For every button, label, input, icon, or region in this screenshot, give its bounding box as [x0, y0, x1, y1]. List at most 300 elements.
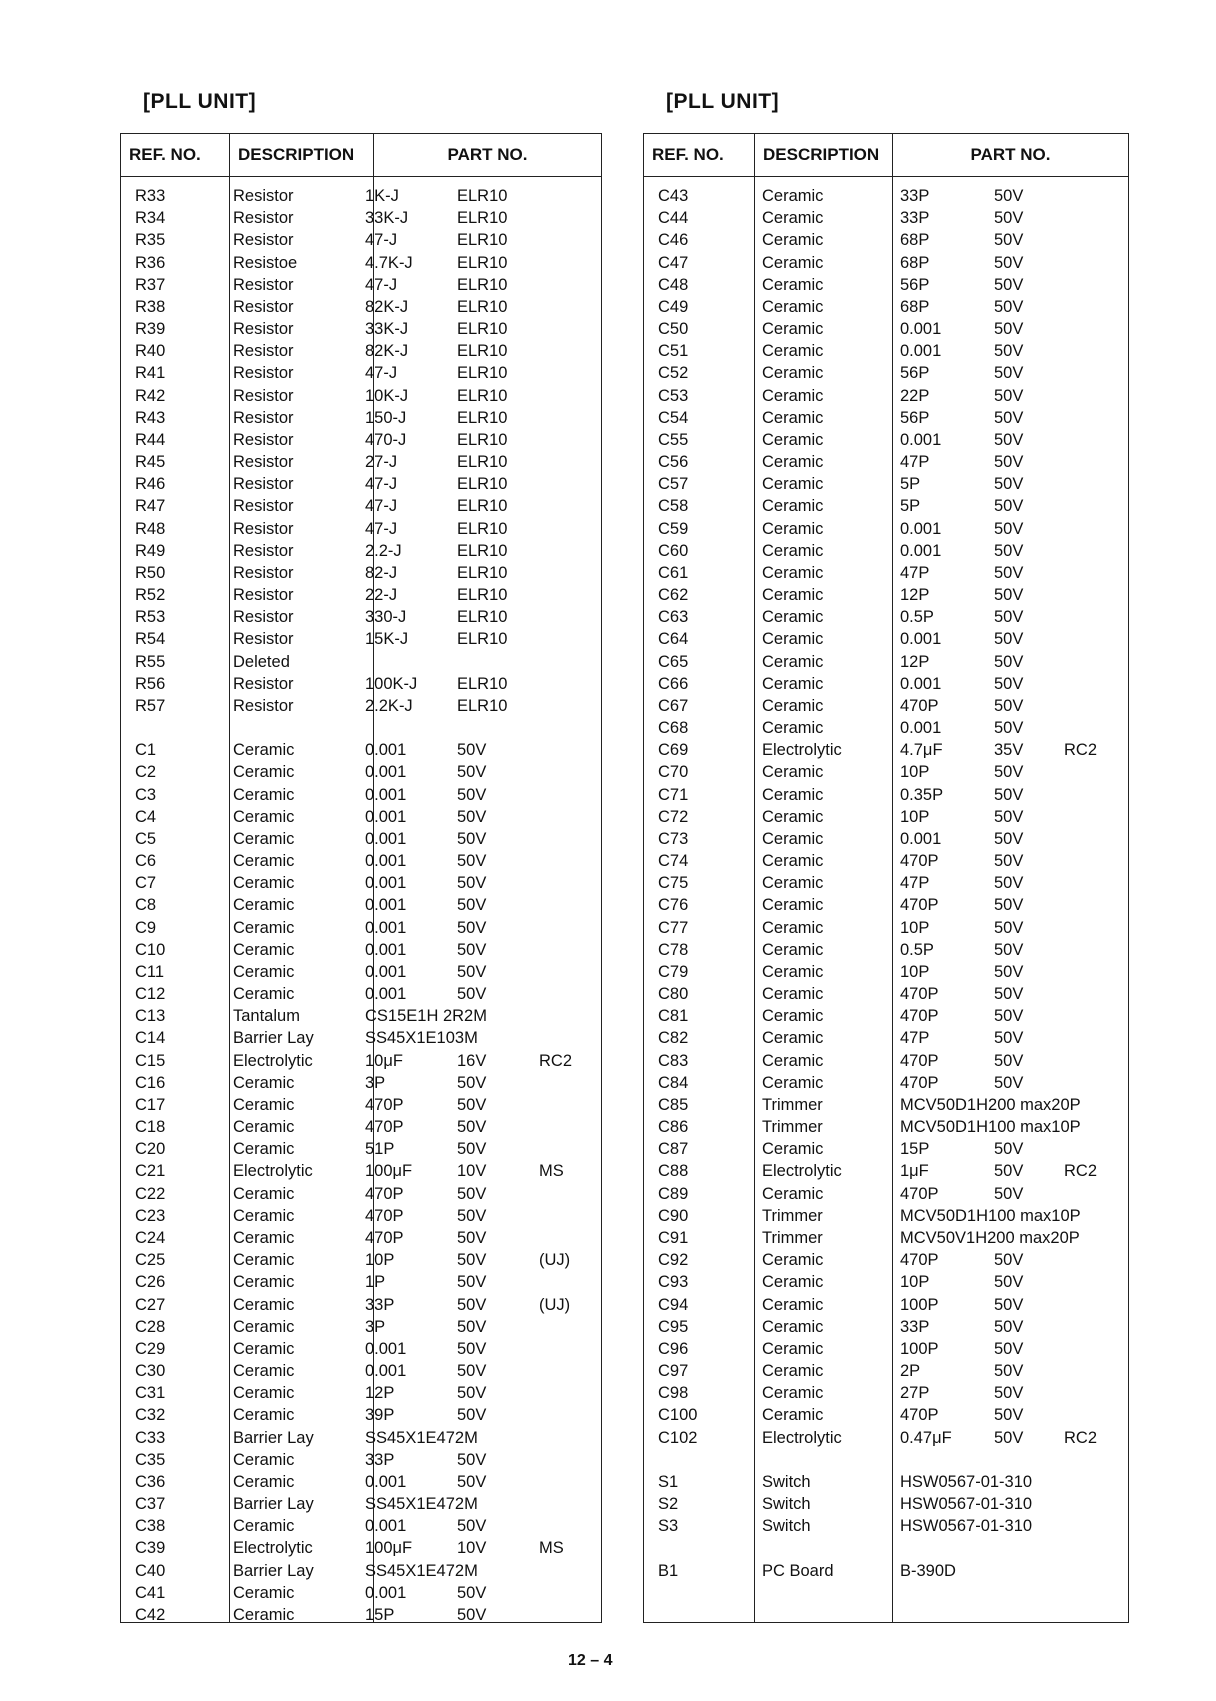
description-cell: Resistor [233, 364, 294, 383]
part-value-cell: HSW0567-01-310 [900, 1517, 1033, 1536]
table-row [644, 628, 1128, 650]
table-row [644, 1360, 1128, 1382]
description-cell: Resistor [233, 696, 294, 715]
ref-cell: C51 [658, 342, 689, 361]
table-row [644, 1271, 1128, 1293]
table-row [644, 717, 1128, 739]
table-row [644, 1227, 1128, 1249]
part-rating-cell: 50V [994, 1007, 1024, 1026]
left-section-title: [PLL UNIT] [143, 90, 257, 113]
description-cell: Ceramic [762, 1184, 824, 1203]
part-rating-cell: 50V [994, 1362, 1024, 1380]
description-cell: Ceramic [233, 1450, 295, 1469]
description-cell: Ceramic [762, 985, 824, 1004]
part-rating-cell: 50V [994, 940, 1024, 959]
part-rating-cell: 50V [994, 253, 1024, 272]
part-note-cell: RC2 [1064, 1428, 1098, 1447]
ref-cell: C82 [658, 1029, 689, 1048]
table-row [121, 1493, 601, 1515]
table-row [644, 1404, 1128, 1426]
part-rating-cell: 50V [994, 630, 1024, 649]
description-cell: Ceramic [762, 608, 824, 627]
ref-cell: C67 [658, 696, 689, 715]
part-rating-cell: ELR10 [457, 187, 508, 205]
table-row [121, 1094, 601, 1116]
table-row [121, 1294, 601, 1316]
ref-cell: C35 [135, 1450, 166, 1469]
part-value-cell: 2.2K-J [365, 696, 413, 715]
table-row [644, 1050, 1128, 1072]
part-rating-cell: 16V [457, 1051, 487, 1070]
table-row [644, 872, 1128, 894]
description-cell: Resistor [233, 541, 294, 560]
table-row [121, 1316, 601, 1338]
part-value-cell: 3P [365, 1317, 386, 1336]
ref-cell: R40 [135, 342, 166, 361]
ref-cell: C74 [658, 852, 689, 871]
part-value-cell: 10P [900, 918, 930, 937]
table-row [121, 1382, 601, 1404]
table-row [121, 362, 601, 384]
part-value-cell: 12P [365, 1384, 395, 1403]
ref-cell: C60 [658, 541, 689, 560]
description-cell: Ceramic [233, 1273, 295, 1292]
part-value-cell: 22P [900, 386, 930, 405]
part-rating-cell: 50V [457, 1228, 487, 1247]
part-rating-cell: ELR10 [457, 320, 508, 339]
part-value-cell: 0.001 [365, 1339, 407, 1358]
ref-cell: C49 [658, 297, 689, 316]
part-rating-cell: 50V [994, 1273, 1024, 1292]
part-rating-cell: ELR10 [457, 674, 508, 693]
part-rating-cell: 50V [457, 1184, 487, 1203]
part-value-cell: 33P [900, 187, 930, 205]
part-value-cell: 47-J [365, 475, 398, 494]
ref-cell: C29 [135, 1339, 166, 1358]
part-value-cell: 4.7μF [900, 741, 943, 760]
description-cell: Ceramic [762, 1362, 824, 1380]
part-value-cell: 33P [365, 1450, 395, 1469]
description-cell: Switch [762, 1495, 811, 1514]
ref-cell: C4 [135, 807, 157, 826]
ref-cell: C31 [135, 1384, 166, 1403]
description-cell: Ceramic [762, 231, 824, 250]
description-cell: Ceramic [762, 497, 824, 516]
table-row [121, 1404, 601, 1426]
part-value-cell: 3P [365, 1073, 386, 1092]
table-row [644, 1338, 1128, 1360]
description-cell: Ceramic [233, 1384, 295, 1403]
part-value-cell: 12P [900, 586, 930, 605]
part-rating-cell: 50V [994, 1406, 1024, 1425]
description-cell: Ceramic [233, 785, 295, 804]
ref-cell: C14 [135, 1029, 166, 1048]
part-value-cell: 33K-J [365, 209, 409, 228]
part-value-cell: 82K-J [365, 342, 409, 361]
table-row [644, 252, 1128, 274]
description-cell: Ceramic [762, 541, 824, 560]
part-value-cell: 47P [900, 874, 930, 893]
ref-cell: C89 [658, 1184, 689, 1203]
table-row [121, 562, 601, 584]
part-rating-cell: 50V [994, 231, 1024, 250]
table-row [121, 1360, 601, 1382]
table-row [644, 850, 1128, 872]
part-rating-cell: ELR10 [457, 408, 508, 427]
description-cell: Ceramic [762, 1140, 824, 1159]
part-value-cell: 470P [365, 1228, 404, 1247]
table-row [644, 1560, 1128, 1582]
ref-cell: C13 [135, 1007, 166, 1026]
part-rating-cell: 50V [994, 408, 1024, 427]
ref-cell: C18 [135, 1118, 166, 1137]
ref-cell: R57 [135, 696, 166, 715]
description-cell: Resistor [233, 386, 294, 405]
table-row [644, 1072, 1128, 1094]
part-rating-cell: 50V [994, 696, 1024, 715]
ref-cell: R46 [135, 475, 166, 494]
part-value-cell: 15P [365, 1605, 395, 1624]
table-row [121, 784, 601, 806]
part-value-cell: 47-J [365, 231, 398, 250]
part-rating-cell: ELR10 [457, 209, 508, 228]
part-value-cell: 0.001 [365, 785, 407, 804]
part-value-cell: 68P [900, 231, 930, 250]
part-value-cell: 470P [900, 985, 939, 1004]
part-rating-cell: 50V [994, 453, 1024, 472]
ref-cell: C79 [658, 962, 689, 981]
table-row [121, 673, 601, 695]
part-value-cell: 0.001 [900, 430, 942, 449]
table-row [644, 1537, 1128, 1559]
part-value-cell: 10P [900, 1273, 930, 1292]
part-value-cell: 33P [900, 209, 930, 228]
part-value-cell: 33P [900, 1317, 930, 1336]
table-row [644, 1116, 1128, 1138]
table-row [644, 1316, 1128, 1338]
description-cell: Ceramic [762, 563, 824, 582]
description-cell: Ceramic [233, 962, 295, 981]
part-value-cell: 0.001 [365, 1472, 407, 1491]
part-value-cell: 0.001 [365, 874, 407, 893]
table-row [121, 1138, 601, 1160]
ref-cell: C62 [658, 586, 689, 605]
description-cell: PC Board [762, 1561, 834, 1580]
description-cell: Ceramic [233, 1406, 295, 1425]
ref-cell: C16 [135, 1073, 166, 1092]
table-row [121, 451, 601, 473]
description-cell: Ceramic [762, 896, 824, 915]
table-row [121, 385, 601, 407]
table-row [644, 518, 1128, 540]
part-value-cell: 1K-J [365, 187, 399, 205]
part-value-cell: 12P [900, 652, 930, 671]
part-rating-cell: 35V [994, 741, 1024, 760]
description-cell: Ceramic [762, 1317, 824, 1336]
part-value-cell: 0.001 [900, 674, 942, 693]
description-cell: Ceramic [762, 962, 824, 981]
part-rating-cell: ELR10 [457, 541, 508, 560]
ref-cell: C5 [135, 829, 157, 848]
table-row [121, 296, 601, 318]
table-row [644, 806, 1128, 828]
table-row [121, 518, 601, 540]
table-row [121, 1537, 601, 1559]
ref-cell: C53 [658, 386, 689, 405]
description-cell: Barrier Lay [233, 1495, 314, 1514]
part-value-cell: 100K-J [365, 674, 418, 693]
ref-cell: C95 [658, 1317, 689, 1336]
description-cell: Ceramic [762, 1073, 824, 1092]
table-row [121, 1471, 601, 1493]
table-row [644, 1094, 1128, 1116]
table-row [644, 495, 1128, 517]
ref-cell: C98 [658, 1384, 689, 1403]
ref-cell: C54 [658, 408, 689, 427]
part-value-cell: HSW0567-01-310 [900, 1472, 1033, 1491]
part-rating-cell: ELR10 [457, 342, 508, 361]
part-value-cell: 470P [900, 1007, 939, 1026]
description-cell: Barrier Lay [233, 1029, 314, 1048]
part-note-cell: MS [539, 1539, 564, 1558]
description-cell: Ceramic [762, 209, 824, 228]
part-rating-cell: 50V [994, 763, 1024, 782]
part-value-cell: 150-J [365, 408, 407, 427]
part-value-cell: 10P [900, 807, 930, 826]
description-cell: Resistor [233, 209, 294, 228]
ref-cell: C42 [135, 1605, 166, 1624]
part-rating-cell: 50V [994, 386, 1024, 405]
part-value-cell: 330-J [365, 608, 407, 627]
ref-cell: C20 [135, 1140, 166, 1159]
description-cell: Electrolytic [762, 1162, 842, 1181]
part-rating-cell: 50V [457, 1140, 487, 1159]
ref-cell: C52 [658, 364, 689, 383]
table-row [644, 1027, 1128, 1049]
part-value-cell: 5P [900, 475, 921, 494]
ref-cell: R53 [135, 608, 166, 627]
table-row [644, 1138, 1128, 1160]
part-rating-cell: 50V [994, 652, 1024, 671]
part-value-cell: 470P [900, 1073, 939, 1092]
table-row [121, 1227, 601, 1249]
table-row [121, 495, 601, 517]
part-value-cell: 0.001 [365, 852, 407, 871]
part-rating-cell: 50V [457, 1362, 487, 1380]
part-note-cell: RC2 [539, 1051, 573, 1070]
part-rating-cell: 50V [457, 1295, 487, 1314]
part-rating-cell: 50V [994, 1184, 1024, 1203]
part-value-cell: 470P [365, 1118, 404, 1137]
table-row [644, 1205, 1128, 1227]
table-row [121, 540, 601, 562]
part-value-cell: 51P [365, 1140, 395, 1159]
part-value-cell: MCV50D1H200 max20P [900, 1095, 1081, 1114]
ref-cell: C25 [135, 1251, 166, 1270]
table-row [121, 917, 601, 939]
part-value-cell: CS15E1H 2R2M [365, 1007, 487, 1026]
description-cell: Ceramic [762, 386, 824, 405]
description-cell: Ceramic [233, 896, 295, 915]
description-cell: Ceramic [762, 918, 824, 937]
part-value-cell: 33P [365, 1295, 395, 1314]
ref-cell: C10 [135, 940, 166, 959]
table-row [644, 540, 1128, 562]
ref-cell: R52 [135, 586, 166, 605]
part-value-cell: 2.2-J [365, 541, 402, 560]
ref-cell: C22 [135, 1184, 166, 1203]
ref-cell: C83 [658, 1051, 689, 1070]
table-row [644, 340, 1128, 362]
description-cell: Ceramic [233, 1517, 295, 1536]
description-cell: Resistor [233, 453, 294, 472]
ref-cell: C90 [658, 1206, 689, 1225]
ref-cell: C91 [658, 1228, 689, 1247]
ref-cell: C36 [135, 1472, 166, 1491]
ref-cell: C11 [135, 962, 165, 981]
description-cell: Resistor [233, 342, 294, 361]
ref-cell: R43 [135, 408, 166, 427]
part-rating-cell: 50V [457, 985, 487, 1004]
ref-cell: C71 [658, 785, 689, 804]
description-cell: Resistor [233, 275, 294, 294]
table-row [121, 1050, 601, 1072]
description-cell: Ceramic [762, 475, 824, 494]
ref-cell: C75 [658, 874, 689, 893]
table-row [121, 407, 601, 429]
description-cell: Ceramic [762, 453, 824, 472]
part-value-cell: 470P [365, 1095, 404, 1114]
ref-cell: C81 [658, 1007, 689, 1026]
right-parts-table [643, 133, 1129, 1623]
description-cell: Ceramic [762, 430, 824, 449]
table-row [644, 894, 1128, 916]
part-value-cell: 10P [900, 763, 930, 782]
ref-cell: R47 [135, 497, 166, 516]
table-row [644, 1493, 1128, 1515]
part-rating-cell: 50V [994, 1251, 1024, 1270]
table-row [121, 318, 601, 340]
part-rating-cell: 50V [457, 1095, 487, 1114]
part-rating-cell: 50V [994, 209, 1024, 228]
ref-cell: R44 [135, 430, 166, 449]
part-value-cell: 47P [900, 453, 930, 472]
part-value-cell: 0.5P [900, 940, 934, 959]
ref-cell: C88 [658, 1162, 689, 1181]
ref-cell: C66 [658, 674, 689, 693]
table-row [121, 1205, 601, 1227]
part-value-cell: SS45X1E103M [365, 1029, 478, 1048]
description-cell: Ceramic [762, 320, 824, 339]
ref-cell: C1 [135, 741, 157, 760]
ref-cell: C39 [135, 1539, 166, 1558]
part-rating-cell: 50V [994, 829, 1024, 848]
part-rating-cell: 50V [994, 674, 1024, 693]
table-row [644, 185, 1128, 207]
description-cell: Electrolytic [233, 1162, 313, 1181]
part-rating-cell: 50V [994, 896, 1024, 915]
table-row [121, 717, 601, 739]
table-row [644, 1449, 1128, 1471]
description-cell: Ceramic [233, 1140, 295, 1159]
part-value-cell: 2P [900, 1362, 921, 1380]
part-rating-cell: ELR10 [457, 586, 508, 605]
description-cell: Ceramic [233, 741, 295, 760]
ref-cell: R49 [135, 541, 166, 560]
part-rating-cell: 50V [457, 1206, 487, 1225]
ref-cell: C86 [658, 1118, 689, 1137]
description-cell: Ceramic [762, 342, 824, 361]
part-rating-cell: 50V [457, 1406, 487, 1425]
ref-cell: C43 [658, 187, 689, 205]
description-cell: Resistor [233, 430, 294, 449]
ref-cell: C48 [658, 275, 689, 294]
part-rating-cell: 50V [994, 342, 1024, 361]
ref-cell: C46 [658, 231, 689, 250]
table-row [121, 850, 601, 872]
page-number: 12 – 4 [568, 1652, 613, 1669]
table-row [121, 584, 601, 606]
ref-cell: C6 [135, 852, 157, 871]
table-row [644, 207, 1128, 229]
description-cell: Ceramic [233, 874, 295, 893]
ref-cell: C32 [135, 1406, 166, 1425]
table-row [121, 1449, 601, 1471]
part-value-cell: 470-J [365, 430, 407, 449]
part-value-cell: 470P [365, 1184, 404, 1203]
part-rating-cell: 50V [457, 962, 487, 981]
description-cell: Resistor [233, 320, 294, 339]
description-cell: Ceramic [762, 940, 824, 959]
part-note-cell: RC2 [1064, 741, 1098, 760]
table-row [121, 606, 601, 628]
description-cell: Resistor [233, 586, 294, 605]
description-cell: Ceramic [762, 785, 824, 804]
ref-cell: C72 [658, 807, 689, 826]
part-rating-cell: ELR10 [457, 386, 508, 405]
part-value-cell: 68P [900, 253, 930, 272]
part-value-cell: 1P [365, 1273, 386, 1292]
table-row [644, 939, 1128, 961]
ref-cell: C23 [135, 1206, 166, 1225]
part-rating-cell: 50V [994, 852, 1024, 871]
part-value-cell: 56P [900, 408, 930, 427]
ref-cell: C27 [135, 1295, 166, 1314]
table-row [644, 1471, 1128, 1493]
description-cell: Ceramic [762, 763, 824, 782]
part-value-cell: 470P [365, 1206, 404, 1225]
ref-cell: C15 [135, 1051, 166, 1070]
description-cell: Ceramic [762, 1007, 824, 1026]
description-cell: Ceramic [233, 1228, 295, 1247]
ref-cell: C17 [135, 1095, 166, 1114]
ref-cell: C84 [658, 1073, 689, 1092]
ref-cell: C50 [658, 320, 689, 339]
ref-cell: C61 [658, 563, 689, 582]
table-row [644, 983, 1128, 1005]
ref-cell: R38 [135, 297, 166, 316]
description-cell: Ceramic [762, 652, 824, 671]
part-rating-cell: 50V [457, 763, 487, 782]
table-row [121, 872, 601, 894]
description-cell: Resistor [233, 519, 294, 538]
table-row [644, 1427, 1128, 1449]
table-row [644, 1249, 1128, 1271]
description-cell: Barrier Lay [233, 1561, 314, 1580]
header-part-no: PART NO. [373, 134, 601, 176]
description-cell: Ceramic [762, 275, 824, 294]
ref-cell: R48 [135, 519, 166, 538]
